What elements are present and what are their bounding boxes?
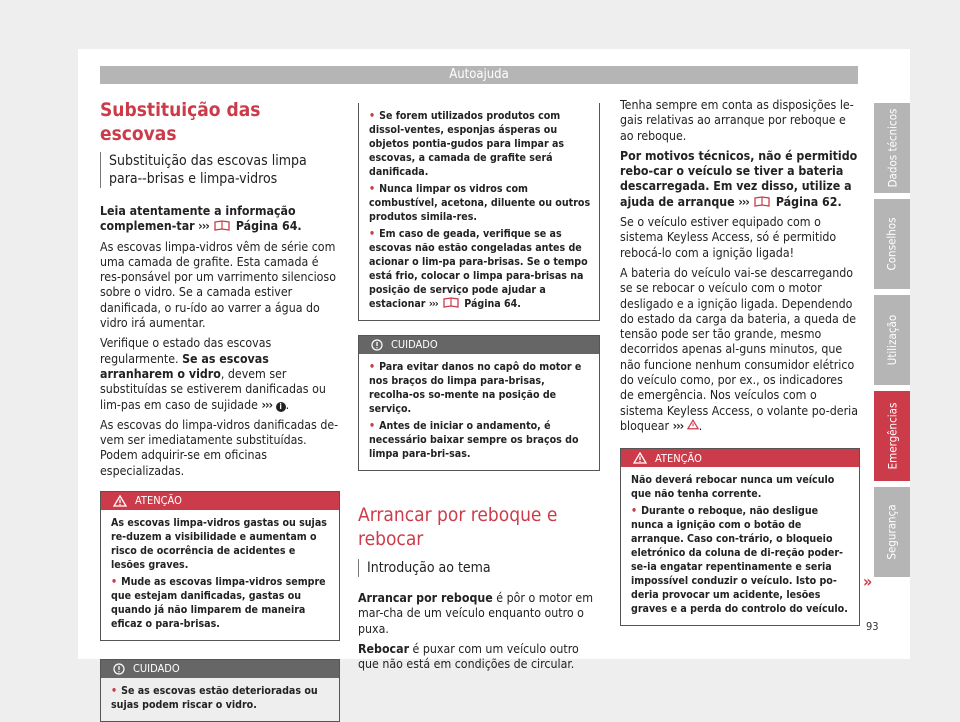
subsection-title: Introdução ao tema (367, 560, 491, 576)
bullet-icon: • (369, 420, 376, 432)
warning-text: As escovas limpa-vidros gastas ou sujas re-duzem a visibilidade e aumentam o risco de ocorrência de acidentes e lesões graves. (111, 517, 327, 572)
caution-bullet (369, 419, 591, 461)
warning-bullet (111, 575, 331, 631)
intro-page-ref[interactable]: Página 64. (235, 219, 302, 234)
subsection-heading-block (358, 559, 600, 577)
caution-label: CUIDADO (391, 338, 438, 352)
bullet-text: Antes de iniciar o andamento, é necessário baixar sempre os braços do limpa para-bri-sas. (369, 420, 579, 460)
caution-bullet (369, 182, 591, 224)
paragraph-3: Se o veículo estiver equipado com o sistema Keyless Access, só é permitido rebocá-lo com a ignição ligada! (620, 215, 837, 260)
warning-triangle-icon (633, 452, 647, 464)
book-icon (443, 297, 459, 308)
continue-mark: » (863, 572, 873, 591)
paragraph-2 (620, 149, 860, 210)
warning-label: ATENÇÃO (655, 451, 702, 465)
arrow-ref: ››› (198, 219, 209, 234)
caution-box (100, 659, 340, 722)
caution-circle-icon (371, 339, 383, 351)
caution-box-2 (358, 335, 600, 471)
p2-bold: Se as escovas arranharem o vidro (100, 351, 269, 381)
bullet-icon: • (369, 228, 376, 240)
warning-triangle-icon (687, 419, 699, 430)
paragraph-2 (358, 642, 600, 673)
tab-label: Utilização (885, 314, 900, 366)
arrow-ref: ››› (261, 397, 273, 412)
warning-label: ATENÇÃO (135, 494, 182, 508)
tab-label: Conselhos (885, 217, 899, 271)
caution-body (359, 354, 599, 470)
warning-text: Não deverá rebocar nunca um veículo que não tenha corrente. (631, 474, 835, 501)
warning-header (621, 449, 859, 467)
term-definition: é puxar com um veículo outro que não está em condições de circular. (358, 641, 579, 672)
intro-paragraph (100, 204, 340, 235)
paragraph-1: Tenha sempre em conta as disposições le-gais relativas ao arranque por reboque e ao reboque. (620, 98, 854, 143)
term-bold: Arrancar por reboque (358, 591, 493, 605)
bullet-icon: • (111, 685, 118, 698)
page-ref[interactable]: Página 64. (464, 298, 521, 310)
tab-seguranca[interactable] (874, 487, 910, 577)
bullet-icon: • (111, 576, 118, 589)
caution-header (359, 336, 599, 354)
caution-label: CUIDADO (133, 662, 180, 676)
arrow-ref: ››› (738, 194, 749, 209)
bullet-text: Em caso de geada, verifique se as escovas não estão congeladas antes de acionar o lim-pa para-brisas. Se o tempo está frio, colocar o limpa para-brisas na posição de serviço pode ajudar a estacionar (369, 228, 588, 310)
p2-text-a: Verifique o estado das escovas regularmente. (100, 336, 272, 366)
subsection-title: Substituição das escovas limpa para--brisas e limpa-vidros (109, 153, 307, 187)
tab-utilizacao[interactable] (874, 295, 910, 385)
page-number: 93 (866, 620, 879, 633)
caution-circle-icon (113, 663, 125, 675)
caution-bullet-text: Se as escovas estão deterioradas ou sujas podem riscar o vidro. (111, 685, 318, 712)
running-header: Autoajuda (100, 66, 858, 84)
bullet-text: Se forem utilizados produtos com dissol-ventes, esponjas ásperas ou objetos pontia-gudos para limpar as escovas, a camada de grafite será danificada. (369, 110, 565, 178)
term-bold: Rebocar (358, 641, 410, 656)
book-icon (754, 196, 770, 207)
tab-label: Dados técnicos (885, 108, 899, 188)
tab-emergencias[interactable] (874, 391, 910, 481)
info-circle-icon: i (276, 402, 286, 412)
warning-box (620, 448, 860, 626)
caution-bullet (369, 109, 591, 179)
tab-label: Segurança (885, 504, 899, 560)
towing-section (358, 503, 600, 672)
warning-bullet-text: Durante o reboque, não desligue nunca a ignição com o botão de arranque. Caso con-trário, o bloqueio eletrónico da coluna de di-reção poder-se-ia engatar repentinamente e seria impossível conduzir o veículo. Isto po-deria provocar um acidente, lesões graves e a perda do controlo do veículo. (631, 505, 848, 616)
column-3 (620, 98, 860, 626)
arrow-ref: ››› (672, 418, 684, 433)
warning-box (100, 491, 340, 641)
warning-body (101, 510, 339, 640)
tab-conselhos[interactable] (874, 199, 910, 289)
tab-label: Emergências (885, 402, 900, 470)
caution-bullet (369, 360, 591, 416)
bullet-text: Nunca limpar os vidros com combustível, acetona, diluente ou outros produtos simila-res. (369, 183, 591, 223)
tab-dados-tecnicos[interactable] (874, 103, 910, 193)
p4-text: A bateria do veículo vai-se descarregando se se rebocar o veículo com o motor desligado e a ignição ligada. Dependendo do estado da carga da bateria, a queda de tensão pode ser tão grande, mesmo decorridos apenas al-guns minutos, que não funcione nenhum consumidor elétrico do veículo como, por ex., os indicadores de emergência. Nos veículos com o sistema Keyless Access, o volante po-deria bloquear (620, 265, 858, 433)
paragraph-4: A bateria do veículo vai-se descarregando se se rebocar o veículo com o motor desligado e a ignição ligada. Dependendo do estado da carga da bateria, a queda de tensão pode ser tão grande, mesmo decorridos apenas al-guns minutos, que não funcione nenhum consumidor elétrico do veículo como, por ex., os indicadores de emergência. Nos veículos com o sistema Keyless Access, o volante po-deria bloquear ››› . (620, 265, 858, 433)
warning-bullet-text: Mude as escovas limpa-vidros sempre que estejam danificadas, gastas ou quando já não limparem de maneira eficaz o para-brisas. (111, 576, 326, 631)
warning-bullet (631, 504, 851, 616)
bullet-icon: • (369, 183, 376, 195)
paragraph-2: Verifique o estado das escovas regularmente. Se as escovas arranharem o vidro, devem ser substituídas se estiverem danificadas ou lim-pas em caso de sujidade ››› i . (100, 336, 326, 412)
book-icon (214, 220, 230, 231)
bullet-text: Para evitar danos no capô do motor e nos braços do limpa para-brisas, recolha-os so-mente na posição de serviço. (369, 361, 582, 415)
bold-text: Por motivos técnicos, não é permitido rebo-car o veículo se tiver a bateria descarregada. Em vez disso, utilize a ajuda de arranque (620, 148, 858, 209)
paragraph-1 (358, 591, 600, 637)
caution-header (101, 660, 339, 678)
arrow-ref: ››› (428, 298, 438, 310)
caution-body (101, 678, 339, 721)
section-title: Arrancar por reboque e rebocar (358, 504, 558, 550)
bullet-icon: • (631, 505, 638, 518)
term-definition: é pôr o motor em mar-cha de um veículo enquanto outro o puxa. (358, 591, 594, 636)
bullet-icon: • (369, 110, 376, 122)
paragraph-3: As escovas do limpa-vidros danificadas de-vem ser imediatamente substituídas. Podem adquirir-se em oficinas especializadas. (100, 417, 339, 478)
subsection-heading-block (100, 152, 340, 188)
caution-bullet (369, 227, 591, 311)
column-2 (358, 103, 600, 677)
caution-continued-body (359, 103, 599, 320)
paragraph-1: As escovas limpa-vidros vêm de série com uma camada de grafite. Esta camada é res-ponsável por um varrimento silencioso sobre o vidro. Se a camada estiver danificada, o ru-ído ao varrer a água do vidro irá aumentar. (100, 239, 336, 331)
p2-text-b: , devem ser substituídas se estiverem danificadas ou lim-pas em caso de sujidade (100, 366, 326, 412)
warning-body (621, 467, 859, 625)
caution-box-continued (358, 103, 600, 321)
page-ref[interactable]: Página 62. (775, 194, 842, 209)
section-title: Substituição das escovas (100, 99, 261, 145)
bullet-icon: • (369, 361, 376, 373)
intro-bold: Leia atentamente a informação complemen-tar (100, 204, 296, 234)
warning-triangle-icon (113, 495, 127, 507)
column-1 (100, 98, 340, 722)
warning-header (101, 492, 339, 510)
